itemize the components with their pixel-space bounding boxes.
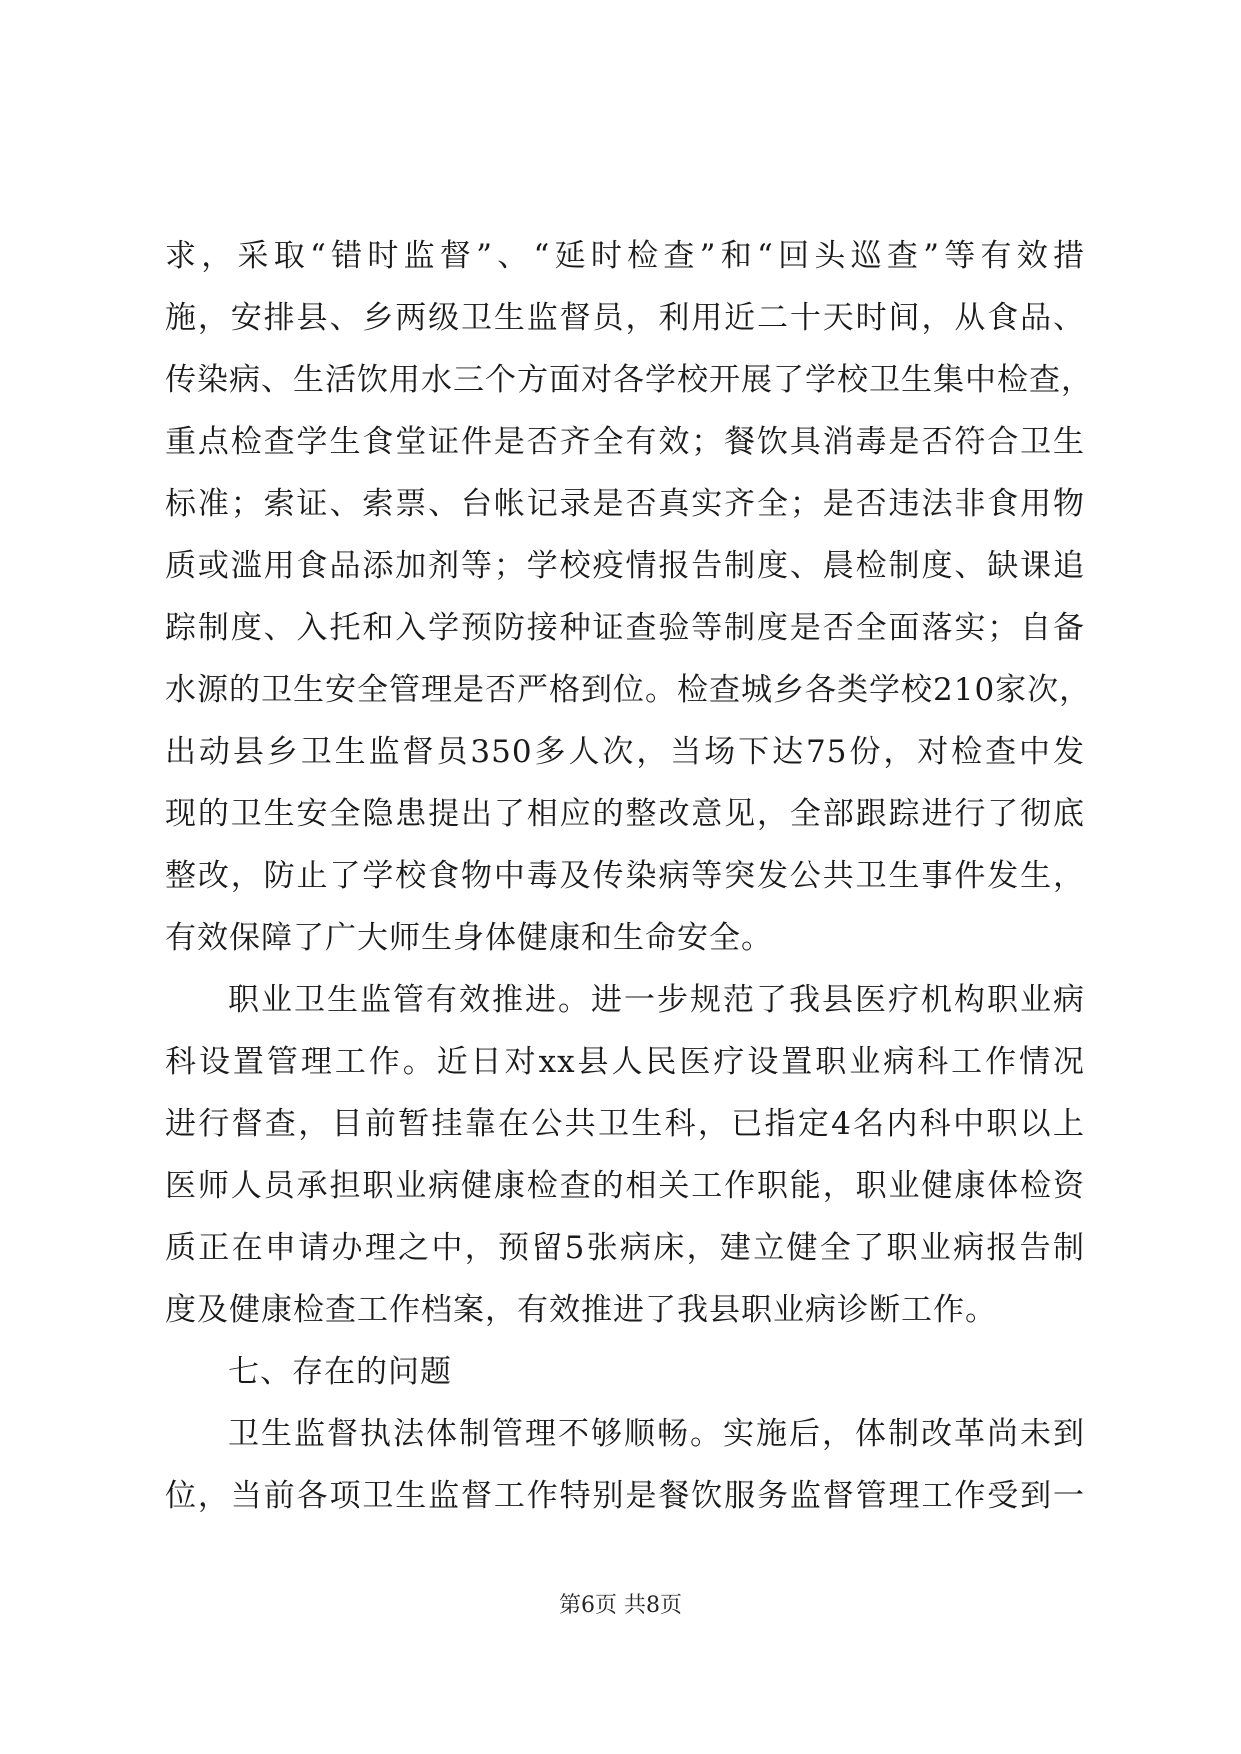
text-line: 出动县乡卫生监督员350多人次，当场下达75份，对检查中发 xyxy=(165,734,1085,770)
text-line: 位，当前各项卫生监督工作特别是餐饮服务监督管理工作受到一 xyxy=(165,1478,1085,1514)
text-line: 整改，防止了学校食物中毒及传染病等突发公共卫生事件发生， xyxy=(165,858,1085,894)
text-line: 施，安排县、乡两级卫生监督员，利用近二十天时间，从食品、 xyxy=(165,300,1085,336)
text-line: 质或滥用食品添加剂等；学校疫情报告制度、晨检制度、缺课追 xyxy=(165,548,1085,584)
text-line: 卫生监督执法体制管理不够顺畅。实施后，体制改革尚未到 xyxy=(228,1416,1085,1452)
text-line: 医师人员承担职业病健康检查的相关工作职能，职业健康体检资 xyxy=(165,1168,1085,1204)
text-line: 标准；索证、索票、台帐记录是否真实齐全；是否违法非食用物 xyxy=(165,486,1085,522)
text-line: 重点检查学生食堂证件是否齐全有效；餐饮具消毒是否符合卫生 xyxy=(165,424,1085,460)
text-line: 科设置管理工作。近日对xx县人民医疗设置职业病科工作情况 xyxy=(165,1044,1085,1080)
text-line: 质正在申请办理之中，预留5张病床，建立健全了职业病报告制 xyxy=(165,1230,1085,1266)
text-line: 度及健康检查工作档案，有效推进了我县职业病诊断工作。 xyxy=(165,1292,997,1328)
text-line: 踪制度、入托和入学预防接种证查验等制度是否全面落实；自备 xyxy=(165,610,1085,646)
text-line: 进行督查，目前暂挂靠在公共卫生科，已指定4名内科中职以上 xyxy=(165,1106,1085,1142)
text-line: 七、存在的问题 xyxy=(228,1354,452,1390)
text-line: 传染病、生活饮用水三个方面对各学校开展了学校卫生集中检查， xyxy=(165,362,1093,398)
text-line: 现的卫生安全隐患提出了相应的整改意见，全部跟踪进行了彻底 xyxy=(165,796,1085,832)
text-line: 求，采取“错时监督”、“延时检查”和“回头巡查”等有效措 xyxy=(165,238,1085,274)
body-text xyxy=(165,225,1093,1527)
page-footer: 第6页 共8页 xyxy=(559,1593,682,1618)
text-line: 职业卫生监管有效推进。进一步规范了我县医疗机构职业病 xyxy=(228,982,1085,1018)
text-line: 有效保障了广大师生身体健康和生命安全。 xyxy=(165,920,773,956)
text-line: 水源的卫生安全管理是否严格到位。检查城乡各类学校210家次， xyxy=(165,672,1092,708)
